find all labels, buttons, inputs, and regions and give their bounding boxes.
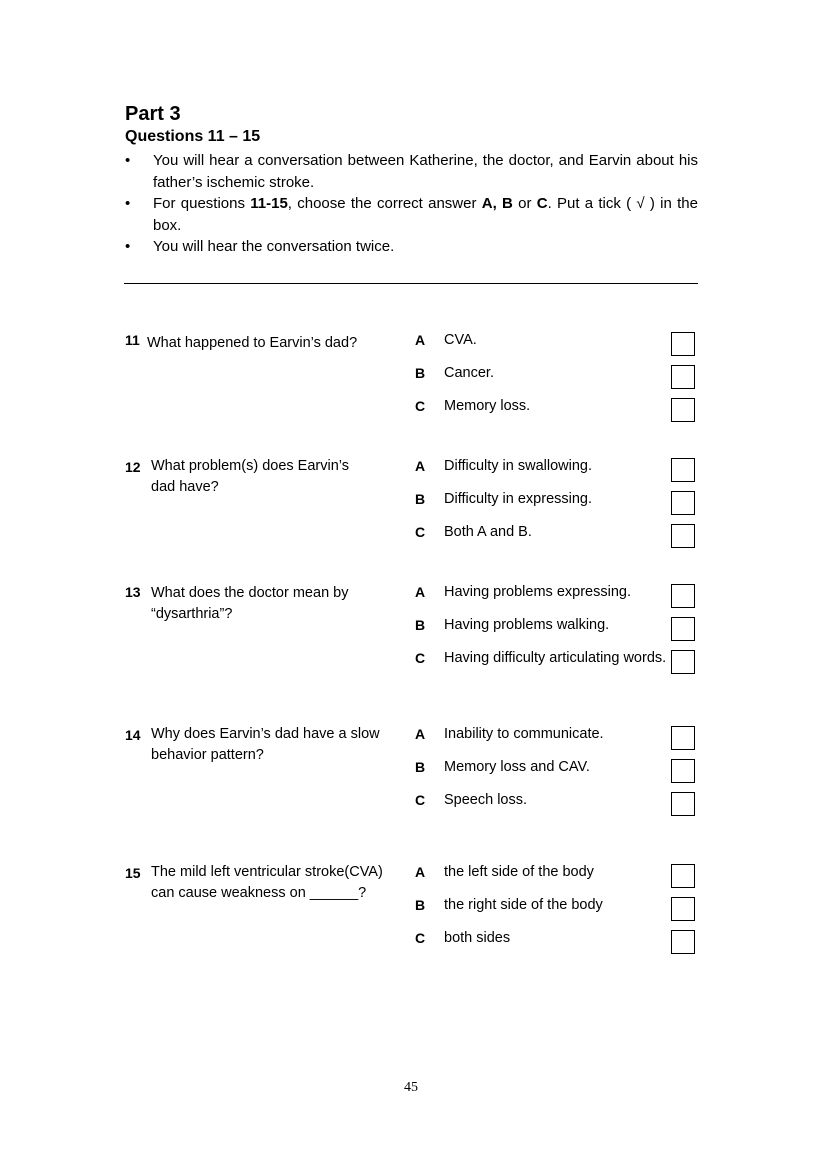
part-title: Part 3 — [125, 103, 181, 125]
answer-checkbox-14c[interactable] — [671, 792, 695, 816]
instruction-item — [125, 193, 698, 236]
answer-checkbox-13a[interactable] — [671, 584, 695, 608]
option-text: the right side of the body — [444, 897, 603, 913]
instruction-text: For questions — [153, 195, 251, 212]
option-text: CVA. — [444, 332, 477, 348]
instruction-text: or — [512, 195, 537, 212]
answer-checkbox-14b[interactable] — [671, 759, 695, 783]
answer-checkbox-11a[interactable] — [671, 332, 695, 356]
divider-line — [124, 283, 698, 284]
instruction-text: . Put a tick ( √ ) in the box. — [153, 195, 698, 234]
option-text: the left side of the body — [444, 864, 594, 880]
option-text: Inability to communicate. — [444, 726, 604, 742]
option-letter: B — [415, 617, 426, 633]
option-text: Memory loss and CAV. — [444, 759, 590, 775]
answer-checkbox-14a[interactable] — [671, 726, 695, 750]
instruction-item — [125, 236, 698, 258]
option-letter: C — [415, 930, 426, 946]
answer-checkbox-11c[interactable] — [671, 398, 695, 422]
question-text: What does the doctor mean by “dysarthria”? — [151, 585, 349, 622]
question-number: 11 — [125, 332, 140, 348]
question-number: 14 — [125, 727, 141, 743]
instruction-bold: A, B — [481, 195, 513, 212]
answer-checkbox-15c[interactable] — [671, 930, 695, 954]
option-text: Having problems walking. — [444, 617, 610, 633]
option-text: Difficulty in expressing. — [444, 491, 593, 507]
answer-checkbox-13b[interactable] — [671, 617, 695, 641]
instruction-text: You will hear the conversation twice. — [153, 238, 395, 255]
question-text: What problem(s) does Earvin’s dad have? — [151, 458, 349, 495]
instruction-item — [125, 150, 698, 193]
option-letter: A — [415, 726, 426, 742]
option-text: Difficulty in swallowing. — [444, 458, 593, 474]
question-number: 12 — [125, 459, 141, 475]
question-number: 13 — [125, 584, 141, 600]
option-letter: C — [415, 524, 426, 540]
option-letter: B — [415, 897, 426, 913]
question-text: What happened to Earvin’s dad? — [147, 335, 358, 351]
option-letter: C — [415, 398, 426, 414]
option-letter: A — [415, 584, 426, 600]
option-letter: A — [415, 458, 426, 474]
instruction-text: You will hear a conversation between Katherine, the doctor, and Earvin about his father’s ischemic stroke. — [153, 152, 698, 191]
option-text: Cancer. — [444, 365, 494, 381]
option-letter: B — [415, 365, 426, 381]
question-text: The mild left ventricular stroke(CVA) can cause weakness on ______? — [151, 864, 383, 901]
answer-checkbox-12c[interactable] — [671, 524, 695, 548]
option-letter: A — [415, 864, 426, 880]
answer-checkbox-15a[interactable] — [671, 864, 695, 888]
option-letter: C — [415, 792, 426, 808]
option-letter: B — [415, 491, 426, 507]
option-text: Both A and B. — [444, 524, 532, 540]
instruction-bold: 11-15 — [250, 195, 288, 212]
option-text: both sides — [444, 930, 511, 946]
question-text: Why does Earvin’s dad have a slow behavior pattern? — [151, 726, 380, 763]
answer-checkbox-11b[interactable] — [671, 365, 695, 389]
questions-range: Questions 11 – 15 — [125, 128, 261, 145]
instruction-bold: C — [536, 195, 548, 212]
option-text: Memory loss. — [444, 398, 531, 414]
option-text: Having problems expressing. — [444, 584, 631, 600]
option-text: Speech loss. — [444, 792, 528, 808]
answer-checkbox-12a[interactable] — [671, 458, 695, 482]
page-number: 45 — [404, 1080, 418, 1095]
bullet: • — [125, 238, 131, 255]
instruction-text: , choose the correct answer — [287, 195, 482, 212]
answer-checkbox-15b[interactable] — [671, 897, 695, 921]
answer-checkbox-12b[interactable] — [671, 491, 695, 515]
answer-checkbox-13c[interactable] — [671, 650, 695, 674]
bullet: • — [125, 152, 131, 169]
option-letter: A — [415, 332, 426, 348]
option-letter: C — [415, 650, 426, 666]
option-letter: B — [415, 759, 426, 775]
instructions-list — [125, 150, 698, 258]
question-number: 15 — [125, 865, 141, 881]
option-text: Having difficulty articulating words. — [444, 650, 667, 666]
bullet: • — [125, 195, 131, 212]
